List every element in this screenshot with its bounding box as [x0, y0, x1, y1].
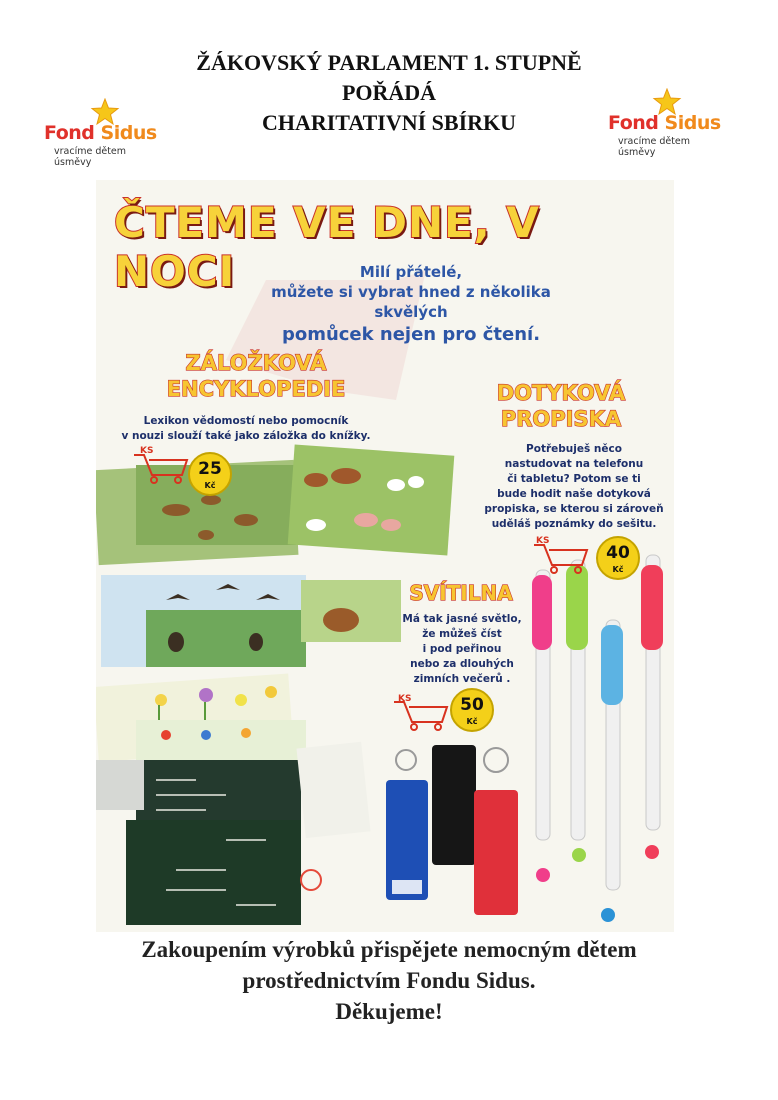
- poster-title: ČTEME VE DNE, V NOCI: [114, 198, 540, 296]
- pen-title-line-1: DOTYKOVÁ: [496, 381, 626, 405]
- touch-pen-illustration: [532, 555, 663, 922]
- flashlight-text-line-5: zimních večerů .: [413, 673, 511, 685]
- footer-line-1: Zakoupením výrobků přispějete nemocným dětem: [141, 937, 637, 962]
- pen-text-line-5: propiska, se kterou si zároveň: [484, 503, 664, 515]
- flashlight-text-line-1: Má tak jasné světlo,: [402, 613, 522, 625]
- fond-sidus-logo-left: [44, 98, 164, 168]
- bookmark-unit-label: KS: [140, 446, 154, 456]
- page-header: [120, 48, 658, 138]
- pen-text-line-2: nastudovat na telefonu: [504, 458, 644, 470]
- flashlight-currency: Kč: [466, 717, 478, 726]
- bookmark-text-line-1: Lexikon vědomostí nebo pomocník: [143, 415, 349, 427]
- pen-currency: Kč: [612, 565, 624, 574]
- bookmark-title: [146, 350, 366, 402]
- flashlight-text-line-2: že můžeš číst: [422, 628, 502, 640]
- bookmark-price-badge: [188, 452, 232, 496]
- flashlight-description: [392, 612, 532, 687]
- footer-line-2: prostřednictvím Fondu Sidus.: [242, 968, 536, 993]
- intro-line-2: můžete si vybrat hned z několika skvělých: [271, 283, 551, 321]
- logo-tagline: vracíme dětem úsměvy: [54, 146, 127, 168]
- flashlight-price-badge: [450, 688, 494, 732]
- bookmark-text-line-2: v nouzi slouží také jako záložka do knížky.: [121, 430, 371, 442]
- pen-price-badge: [596, 536, 640, 580]
- flashlight-illustration: [386, 745, 518, 915]
- pen-text-line-4: bude hodit naše dotyková: [497, 488, 651, 500]
- pen-description: [474, 442, 674, 532]
- bookmark-title-line-1: ZÁLOŽKOVÁ: [185, 351, 327, 375]
- pen-title: [486, 380, 636, 432]
- footer-line-3: Děkujeme!: [335, 999, 443, 1024]
- page-footer: [80, 934, 698, 1027]
- bookmark-currency: Kč: [204, 481, 216, 490]
- pen-text-line-6: uděláš poznámky do sešitu.: [491, 518, 657, 530]
- bookmark-title-line-2: ENCYKLOPEDIE: [166, 377, 346, 401]
- pen-title-line-2: PROPISKA: [500, 407, 622, 431]
- intro-line-1: Milí přátelé,: [359, 263, 463, 281]
- header-line-3: CHARITATIVNÍ SBÍRKU: [261, 110, 517, 135]
- logo-wordmark: Fond Sidus: [44, 122, 157, 144]
- flashlight-text-line-3: i pod peřinou: [422, 643, 502, 655]
- intro-line-3: pomůcek nejen pro čtení.: [281, 324, 541, 345]
- flashlight-title: SVÍTILNA: [409, 581, 513, 605]
- pen-text-line-1: Potřebuješ něco: [526, 443, 622, 455]
- pen-text-line-3: či tabletu? Potom se ti: [507, 473, 641, 485]
- poster-intro: [236, 262, 586, 348]
- fond-sidus-logo-right: [608, 88, 728, 158]
- logo-tagline: vracíme dětem úsměvy: [618, 136, 691, 158]
- flashlight-unit-label: KS: [398, 694, 412, 704]
- header-line-2: POŘÁDÁ: [341, 80, 437, 105]
- bookmark-description: [106, 414, 386, 444]
- product-poster: [96, 180, 674, 932]
- header-line-1: ŽÁKOVSKÝ PARLAMENT 1. STUPNĚ: [196, 50, 582, 75]
- bookmark-price: 25: [198, 459, 222, 479]
- flashlight-price: 50: [460, 695, 484, 715]
- pen-price: 40: [606, 543, 630, 563]
- pen-unit-label: KS: [536, 536, 550, 546]
- logo-wordmark: Fond Sidus: [608, 112, 721, 134]
- flashlight-text-line-4: nebo za dlouhých: [410, 658, 514, 670]
